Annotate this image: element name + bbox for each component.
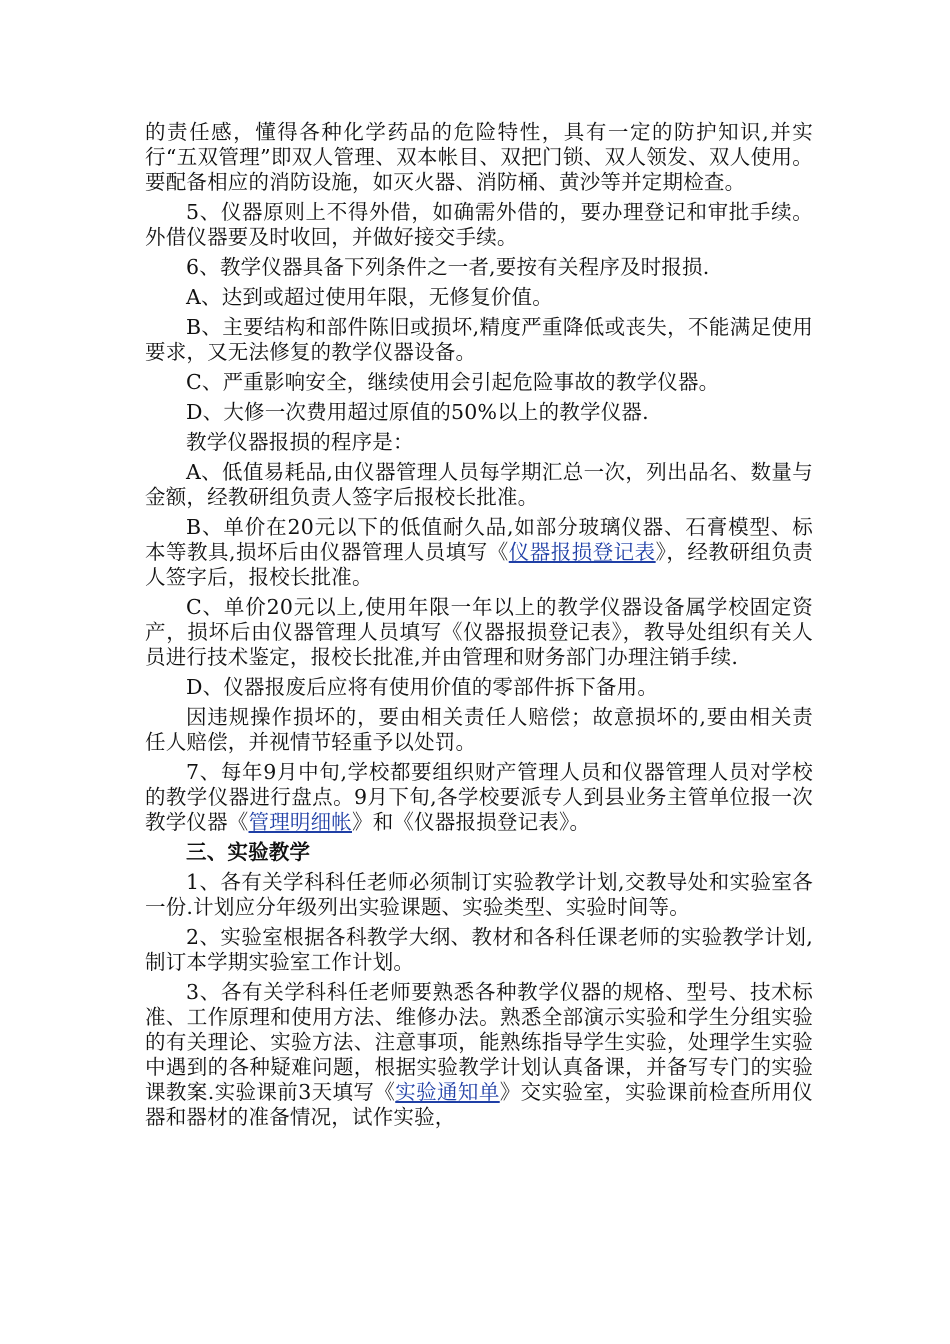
document-page <box>145 120 813 1135</box>
procedure-b <box>145 515 813 590</box>
condition-b: B、主要结构和部件陈旧或损坏,精度严重降低或丧失，不能满足使用要求，又无法修复的教学仪器设备。 <box>145 315 813 364</box>
section-3-paragraph-1: 1、各有关学科科任老师必须制订实验教学计划,交教导处和实验室各一份.计划应分年级列出实验课题、实验类型、实验时间等。 <box>145 870 813 919</box>
procedure-c: C、单价20元以上,使用年限一年以上的教学仪器设备属学校固定资产，损坏后由仪器管理人员填写《仪器报损登记表》，教导处组织有关人员进行技术鉴定，报校长批准,并由管理和财务部门办理注销手续. <box>145 595 813 669</box>
procedure-b-text-before: B、单价在20元以下的低值耐久品,如部分玻璃仪器、石膏模型、标本等教具,损坏后由仪器管理人员填写《 <box>145 515 813 564</box>
section-3-heading: 三、实验教学 <box>186 840 311 864</box>
procedure-d: D、仪器报废后应将有使用价值的零部件拆下备用。 <box>186 675 659 699</box>
paragraph-compensation: 因违规操作损坏的，要由相关责任人赔偿；故意损坏的,要由相关责任人赔偿，并视情节轻重予以处罚。 <box>145 705 813 754</box>
paragraph-7-text-before: 7、每年9月中旬,学校都要组织财产管理人员和仪器管理人员对学校的教学仪器进行盘点。9月下旬,各学校要派专人到县业务主管单位报一次教学仪器《 <box>145 760 813 834</box>
condition-d: D、大修一次费用超过原值的50%以上的教学仪器. <box>186 400 649 424</box>
section-3-paragraph-3-text-after: 》交实验室，实验课前检查所用仪器和器材的准备情况，试作实验， <box>145 1080 814 1129</box>
experiment-notice-link[interactable]: 实验通知单 <box>395 1080 500 1104</box>
damage-register-link[interactable]: 仪器报损登记表 <box>508 540 656 564</box>
condition-a: A、达到或超过使用年限，无修复价值。 <box>186 285 553 309</box>
procedure-b-text-after: 》，经教研组负责人签字后，报校长批准。 <box>145 540 813 589</box>
condition-c: C、严重影响安全，继续使用会引起危险事故的教学仪器。 <box>186 370 720 394</box>
section-3-paragraph-3-text-before: 3、各有关学科科任老师要熟悉各种教学仪器的规格、型号、技术标准、工作原理和使用方法、维修办法。熟悉全部演示实验和学生分组实验的有关理论、实验方法、注意事项，能熟练指导学生实验，处理学生实验中遇到的各种疑难问题，根据实验教学计划认真备课，并备写专门的实验课教案.实验课前3天填写《 <box>145 980 813 1104</box>
section-3-paragraph-3 <box>145 980 813 1130</box>
section-3-paragraph-2: 2、实验室根据各科教学大纲、教材和各科任课老师的实验教学计划,制订本学期实验室工作计划。 <box>145 925 813 974</box>
procedure-a: A、低值易耗品,由仪器管理人员每学期汇总一次，列出品名、数量与金额，经教研组负责人签字后报校长批准。 <box>145 460 813 509</box>
paragraph-5-lending: 5、仪器原则上不得外借，如确需外借的，要办理登记和审批手续。外借仪器要及时收回，并做好接交手续。 <box>145 200 813 249</box>
paragraph-7-text-after: 》和《仪器报损登记表》。 <box>352 810 591 834</box>
procedure-title: 教学仪器报损的程序是： <box>186 430 414 454</box>
paragraph-7-inventory <box>145 760 813 835</box>
paragraph-6-damage-conditions: 6、教学仪器具备下列条件之一者,要按有关程序及时报损. <box>186 255 710 279</box>
management-ledger-link[interactable]: 管理明细帐 <box>248 810 352 834</box>
paragraph-continuation: 的责任感，懂得各种化学药品的危险特性，具有一定的防护知识,并实行“五双管理”即双人管理、双本帐目、双把门锁、双人领发、双人使用。要配备相应的消防设施，如灭火器、消防桶、黄沙等并定期检查。 <box>145 120 813 194</box>
